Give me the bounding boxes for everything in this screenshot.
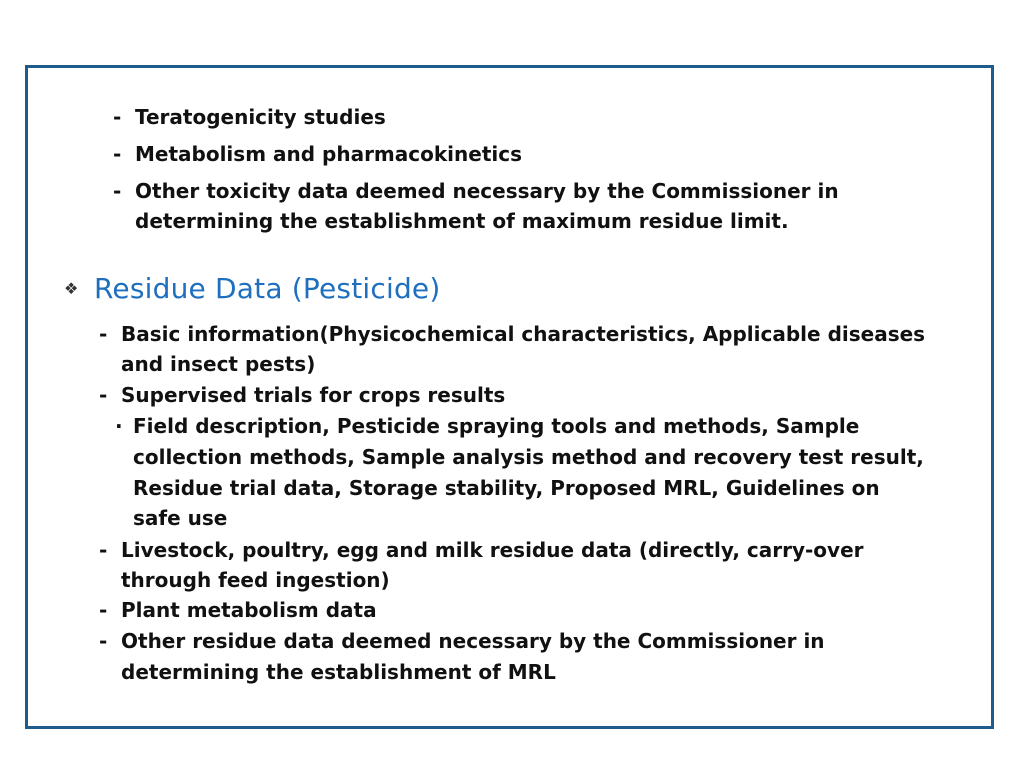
- list-item-continuation: through feed ingestion): [121, 568, 390, 592]
- list-item: - Basic information(Physicochemical characteristics, Applicable diseases: [99, 322, 926, 346]
- section-heading: [64, 272, 440, 305]
- sub-list-item-continuation: safe use: [133, 506, 228, 530]
- sub-list-item: · Field description, Pesticide spraying tools and methods, Sample: [115, 414, 860, 438]
- list-item: - Livestock, poultry, egg and milk residue data (directly, carry-over: [99, 538, 864, 562]
- list-item: - Supervised trials for crops results: [99, 383, 506, 407]
- list-item: - Other toxicity data deemed necessary by the Commissioner in: [113, 179, 839, 203]
- sub-list-item-continuation: collection methods, Sample analysis method and recovery test result,: [133, 445, 924, 469]
- list-item: - Teratogenicity studies: [113, 105, 386, 129]
- list-item: - Plant metabolism data: [99, 598, 377, 622]
- list-item: - Metabolism and pharmacokinetics: [113, 142, 522, 166]
- sub-list-item-continuation: Residue trial data, Storage stability, Proposed MRL, Guidelines on: [133, 476, 880, 500]
- list-item: - Other residue data deemed necessary by the Commissioner in: [99, 629, 825, 653]
- section-title: Residue Data (Pesticide): [94, 272, 441, 305]
- list-item-continuation: and insect pests): [121, 352, 316, 376]
- list-item-continuation: determining the establishment of maximum residue limit.: [135, 209, 789, 233]
- diamond-bullet-icon: ❖: [64, 279, 79, 298]
- list-item-continuation: determining the establishment of MRL: [121, 660, 556, 684]
